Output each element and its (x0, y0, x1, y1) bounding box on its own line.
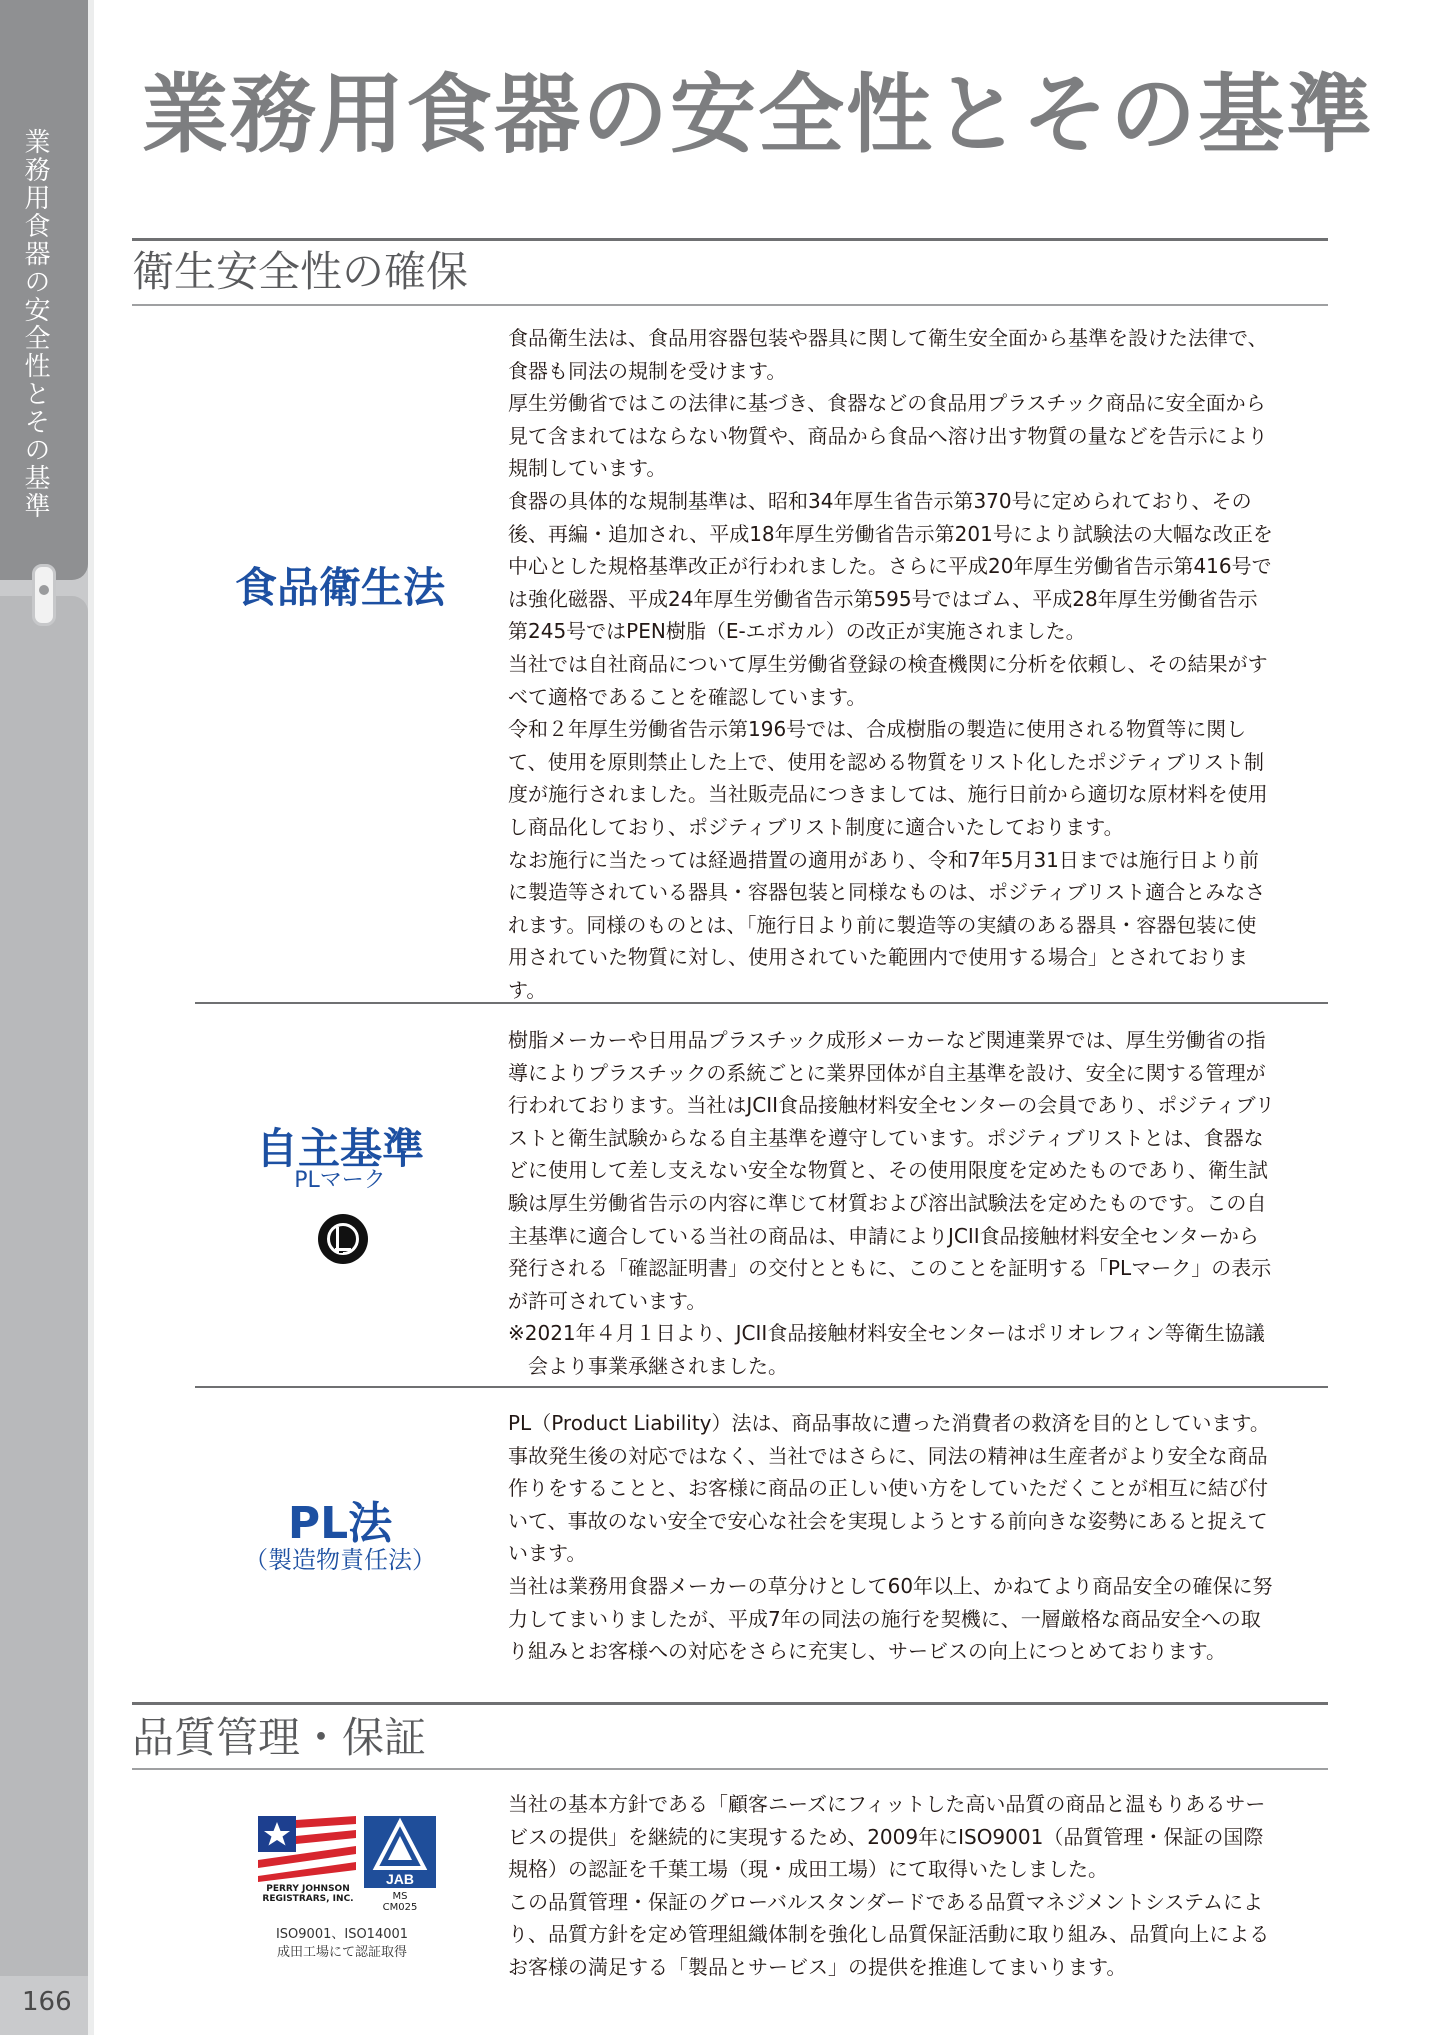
paragraph: 食品衛生法は、食品用容器包装や器具に関して衛生安全面から基準を設けた法律で、食器も同法の規制を受けます。 (508, 326, 1268, 383)
section-rule (132, 1768, 1328, 1770)
pjr-name-line1: PERRY JOHNSON (266, 1884, 350, 1894)
paragraph: この品質管理・保証のグローバルスタンダードである品質マネジメントシステムにより、品質方針を定め管理組織体制を強化し品質保証活動に取り組み、品質向上によるお客様の満足する「製品とサービス」の提供を推進してまいります。 (508, 1889, 1270, 1979)
paragraph: 食器の具体的な規制基準は、昭和34年厚生省告示第370号に定められており、その後、再編・追加され、平成18年厚生労働省告示第201号により試験法の大幅な改正を中心とした規格基準改正が行われました。さらに平成20年厚生労働省告示第416号では強化磁器、平成24年厚生労働省告示第595号ではゴム、平成28年厚生労働省告示第245号ではPEN樹脂（E-エボカル）の改正が実施されました。 (508, 488, 1273, 644)
item-divider (195, 1386, 1328, 1388)
cert-location: 成田工場にて認証取得 (276, 1945, 407, 1960)
law-heading-pl-law: PL法 (287, 1498, 393, 1549)
index-tab-label: 業務用食器の安全性とその基準 (20, 128, 50, 520)
footnote: ※2021年４月１日より、JCII食品接触材料安全センターはポリオレフィン等衛生協議会より事業承継されました。 (508, 1321, 1265, 1378)
perry-johnson-logo (258, 1816, 356, 1882)
paragraph: 樹脂メーカーや日用品プラスチック成形メーカーなど関連業界では、厚生労働省の指導によりプラスチックの系統ごとに業界団体が自主基準を設け、安全に関する管理が行われております。当社はJCII食品接触材料安全センターの会員であり、ポジティブリストと衛生試験からなる自主基準を遵守しています。ポジティブリストとは、食器などに使用して差し支えない安全な物質と、その使用限度を定めたものであり、衛生試験は厚生労働省告示の内容に準じて材質および溶出試験法を定めたものです。この自主基準に適合している当社の商品は、申請によりJCII食品接触材料安全センターから発行される「確認証明書」の交付とともに、このことを証明する「PLマーク」の表示が許可されています。 (508, 1028, 1275, 1313)
paragraph: なお施行に当たっては経過措置の適用があり、令和7年5月31日までは施行日より前に製造等されている器具・容器包装と同様なものは、ポジティブリスト適合とみなされます。同様のものとは、「施行日より前に製造等の実績のある器具・容器包装に使用されていた物質に対し、使用されていた範囲内で使用する場合」とされております。 (508, 847, 1266, 1002)
paragraph: PL（Product Liability）法は、商品事故に遭った消費者の救済を目的としています。事故発生後の対応ではなく、当社ではさらに、同法の精神は生産者がより安全な商品作りをすることと、お客様に商品の正しい使い方をしていただくことが相互に結び付いて、事故のない安全で安心な社会を実現しようとする前向きな姿勢にあると捉えています。 (508, 1411, 1270, 1566)
section-rule (132, 238, 1328, 241)
pl-law-text (508, 1407, 1276, 1668)
section-rule (132, 304, 1328, 306)
jab-code (364, 1891, 436, 1913)
paragraph: 当社は業務用食器メーカーの草分けとして60年以上、かねてより商品安全の確保に努力してまいりましたが、平成7年の同法の施行を契機に、一層厳格な商品安全への取り組みとお客様への対応をさらに充実し、サービスの向上につとめております。 (508, 1573, 1273, 1664)
pl-mark-label: PLマーク (294, 1168, 386, 1193)
jab-line1: MS (392, 1891, 408, 1902)
quality-text (508, 1788, 1276, 1984)
paragraph: 当社では自社商品について厚生労働省登録の検査機関に分析を依頼し、その結果がすべて適格であることを確認しています。 (508, 651, 1268, 709)
binder-ring-icon (32, 564, 56, 626)
index-tab-active[interactable] (0, 0, 88, 580)
section-heading-quality: 品質管理・保証 (132, 1713, 427, 1762)
voluntary-standard-text (508, 1024, 1276, 1383)
jab-text: JAB (385, 1871, 415, 1887)
section-heading-hygiene: 衛生安全性の確保 (132, 247, 469, 296)
paragraph: 令和２年厚生労働省告示第196号では、合成樹脂の製造に使用される物質等に関して、使用を原則禁止した上で、使用を認める物質をリスト化したポジティブリスト制度が施行されました。当社販売品につきましては、施行日前から適切な原材料を使用し商品化しており、ポジティブリスト制度に適合いたしております。 (508, 717, 1268, 839)
pl-law-subtitle: （製造物責任法） (244, 1546, 436, 1574)
law-heading-voluntary-standard: 自主基準 (255, 1124, 424, 1173)
jab-logo (364, 1816, 436, 1888)
pjr-name-line2: REGISTRARS, INC. (262, 1894, 354, 1904)
page-title: 業務用食器の安全性とその基準 (142, 65, 1374, 165)
paragraph: 厚生労働省ではこの法律に基づき、食器などの食品用プラスチック商品に安全面から見て含まれてはならない物質や、商品から食品へ溶け出す物質の量などを告示により規制しています。 (508, 391, 1268, 481)
section-rule (132, 1702, 1328, 1705)
certification-caption (232, 1926, 452, 1962)
paragraph: 当社の基本方針である「顧客ニーズにフィットした高い品質の商品と温もりあるサービスの提供」を継続的に実現するため、2009年にISO9001（品質管理・保証の国際規格）の認証を千葉工場（現・成田工場）にて取得いたしました。 (508, 1792, 1266, 1882)
law-heading-food-sanitation: 食品衛生法 (234, 563, 445, 612)
jab-line2: CM025 (382, 1902, 418, 1913)
pl-mark-icon (318, 1214, 368, 1264)
cert-standards: ISO9001、ISO14001 (275, 1927, 409, 1942)
page-number: 166 (22, 1987, 72, 2017)
item-divider (195, 1002, 1328, 1004)
index-tab-next[interactable] (0, 596, 88, 1976)
pjr-name (256, 1884, 360, 1904)
food-sanitation-text (508, 322, 1276, 1006)
